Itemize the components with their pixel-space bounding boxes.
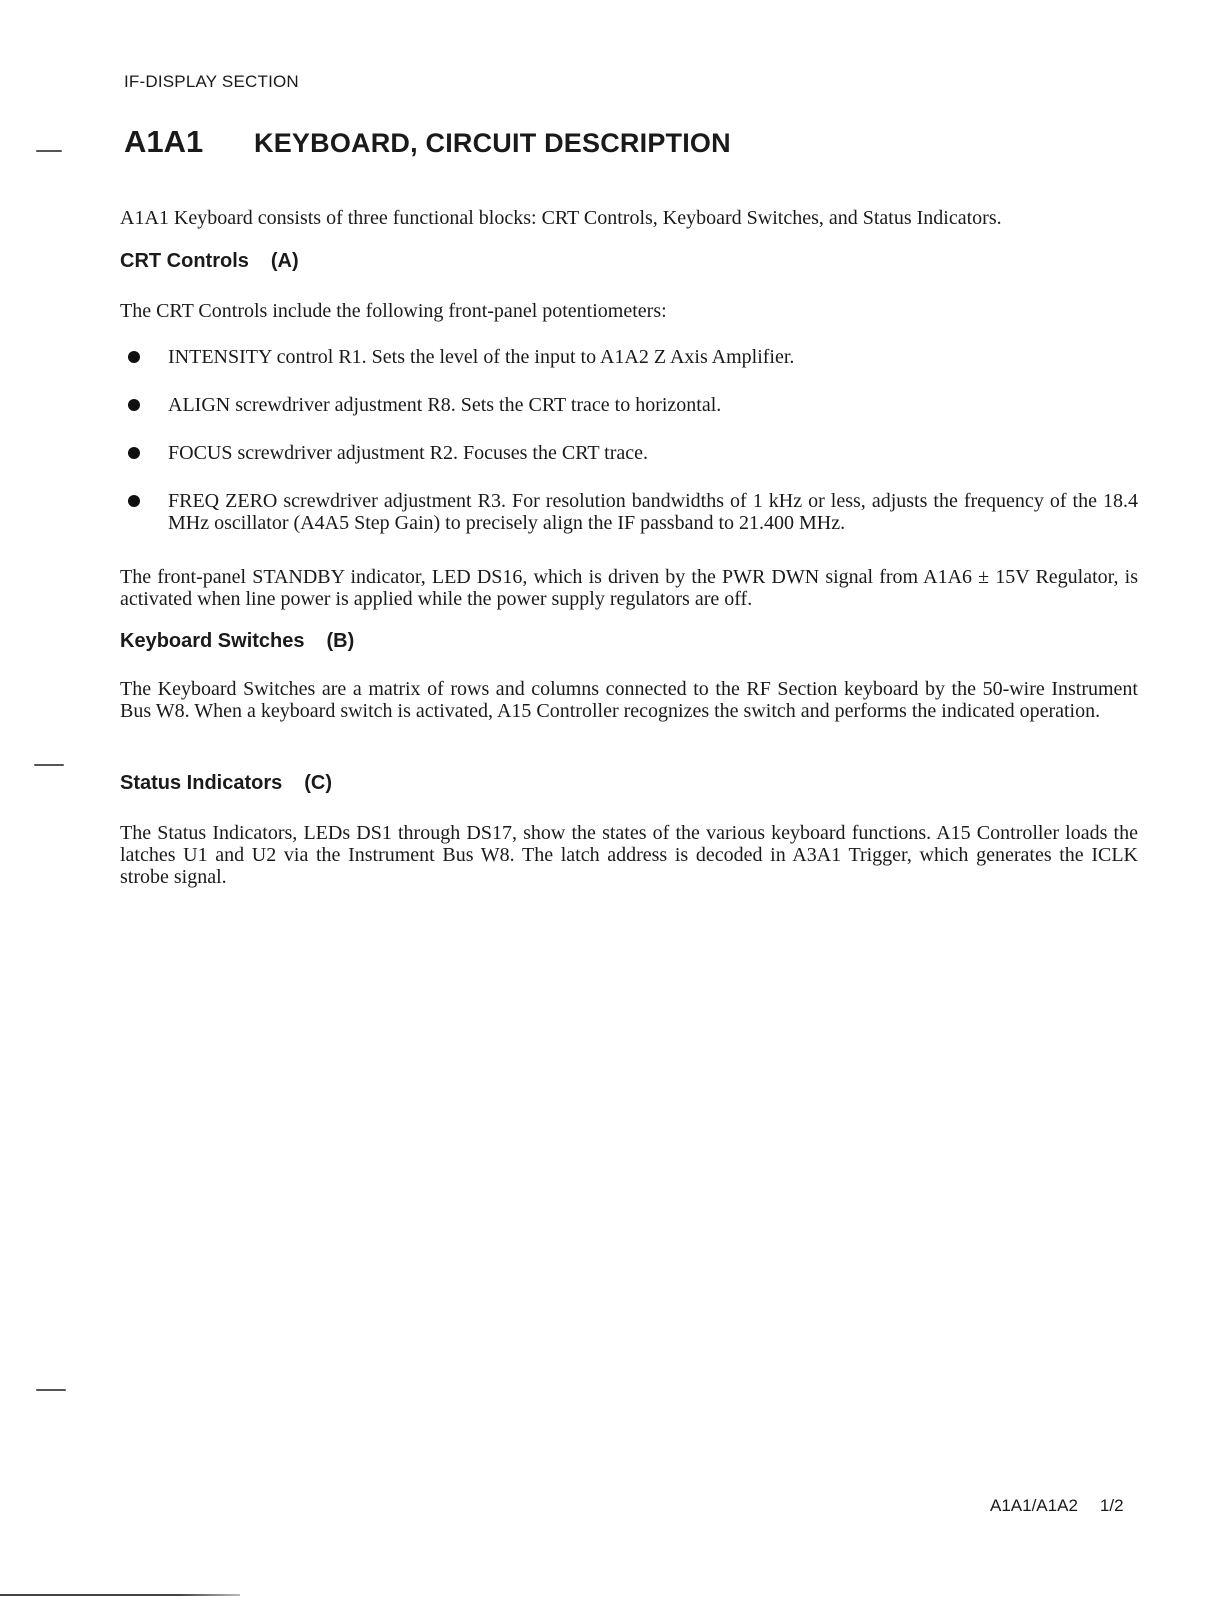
- keyboard-switches-heading-text: Keyboard Switches: [120, 630, 305, 652]
- crt-controls-lead: The CRT Controls include the following front-panel potentiometers:: [120, 300, 667, 322]
- list-item: [120, 346, 1138, 368]
- standby-paragraph: The front-panel STANDBY indicator, LED DS16, which is driven by the PWR DWN signal from A1A6 ± 15V Regulator, is activated when line power is applied while the power supply regulators are off.: [120, 566, 1138, 610]
- margin-mark: [34, 764, 64, 766]
- bullet-icon: [128, 495, 140, 507]
- status-indicators-heading: [120, 772, 332, 795]
- intro-paragraph: A1A1 Keyboard consists of three functional blocks: CRT Controls, Keyboard Switches, and Status Indicators.: [120, 207, 1002, 229]
- crt-controls-heading-text: CRT Controls: [120, 250, 249, 272]
- footer-page-number: 1/2: [1099, 1496, 1124, 1515]
- list-item: [120, 442, 1138, 464]
- page-title: [124, 124, 731, 160]
- bullet-icon: [128, 447, 140, 459]
- keyboard-switches-paragraph: The Keyboard Switches are a matrix of rows and columns connected to the RF Section keyboard by the 50-wire Instrument Bus W8. When a keyboard switch is activated, A15 Controller recognizes the switch and performs the indicated operation.: [120, 678, 1138, 722]
- list-item: [120, 490, 1138, 534]
- crt-controls-list: [120, 346, 1138, 534]
- status-indicators-tag: (C): [304, 772, 333, 794]
- footer-doc-ref: A1A1/A1A2: [990, 1496, 1078, 1515]
- status-indicators-paragraph: The Status Indicators, LEDs DS1 through DS17, show the states of the various keyboard functions. A15 Controller loads the latches U1 and U2 via the Instrument Bus W8. The latch address is decoded in A3A1 Trigger, which generates the ICLK strobe signal.: [120, 822, 1138, 888]
- crt-controls-heading: [120, 250, 299, 273]
- bullet-icon: [128, 351, 140, 363]
- status-indicators-heading-text: Status Indicators: [120, 772, 283, 794]
- page-footer: [990, 1496, 1124, 1516]
- list-item-text: INTENSITY control R1. Sets the level of the input to A1A2 Z Axis Amplifier.: [168, 346, 795, 368]
- list-item: [120, 394, 1138, 416]
- margin-mark: [36, 1389, 66, 1391]
- title-text: KEYBOARD, CIRCUIT DESCRIPTION: [254, 128, 731, 158]
- bullet-icon: [128, 399, 140, 411]
- list-item-text: ALIGN screwdriver adjustment R8. Sets the CRT trace to horizontal.: [168, 394, 722, 416]
- keyboard-switches-heading: [120, 630, 354, 653]
- title-id: A1A1: [124, 124, 204, 159]
- bottom-rule: [0, 1594, 240, 1596]
- keyboard-switches-tag: (B): [326, 630, 355, 652]
- crt-controls-tag: (A): [270, 250, 299, 272]
- list-item-text: FREQ ZERO screwdriver adjustment R3. For resolution bandwidths of 1 kHz or less, adjusts the frequency of the 18.4 MHz oscillator (A4A5 Step Gain) to precisely align the IF passband to 21.400 MHz.: [168, 490, 1138, 534]
- list-item-text: FOCUS screwdriver adjustment R2. Focuses the CRT trace.: [168, 442, 649, 464]
- margin-mark: [36, 150, 62, 152]
- section-label: IF-DISPLAY SECTION: [124, 72, 299, 91]
